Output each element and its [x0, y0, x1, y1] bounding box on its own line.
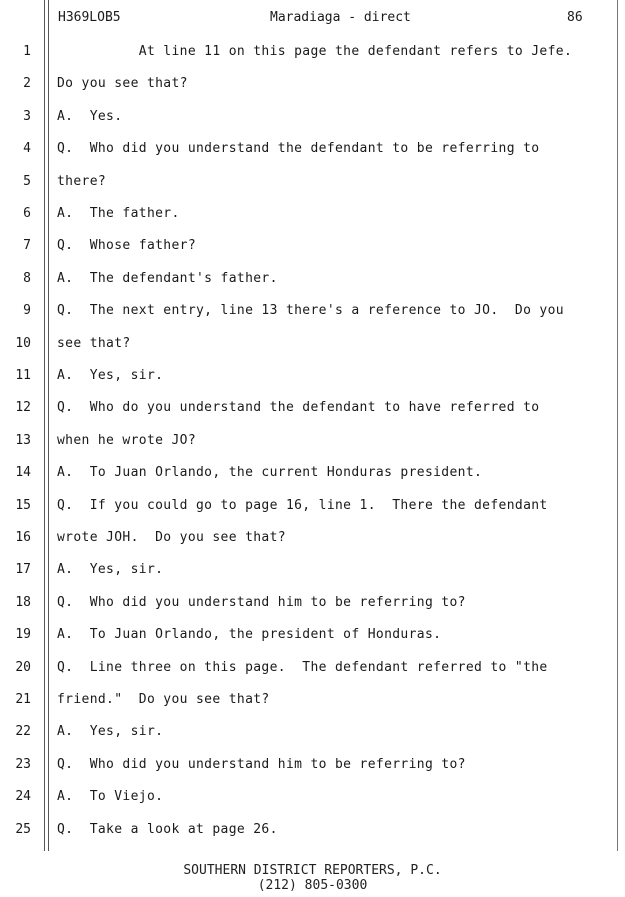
- line-text: A. The father.: [57, 206, 180, 221]
- line-text: Q. Who did you understand him to be referring to?: [57, 757, 466, 772]
- line-text: A. Yes, sir.: [57, 368, 164, 383]
- line-number: 22: [15, 724, 31, 739]
- line-text: friend." Do you see that?: [57, 692, 270, 707]
- line-text: there?: [57, 174, 107, 189]
- line-number: 25: [15, 822, 31, 837]
- line-text: Q. Who do you understand the defendant to have referred to: [57, 400, 540, 415]
- line-number: 16: [15, 530, 31, 545]
- line-text: A. Yes, sir.: [57, 724, 164, 739]
- line-number: 14: [15, 465, 31, 480]
- line-text: A. Yes.: [57, 109, 123, 124]
- line-number: 15: [15, 498, 31, 513]
- line-text: wrote JOH. Do you see that?: [57, 530, 286, 545]
- reporter-phone: (212) 805-0300: [257, 878, 368, 893]
- right-margin-rule: [617, 0, 618, 851]
- line-text: A. To Juan Orlando, the current Honduras president.: [57, 465, 483, 480]
- line-number: 4: [23, 141, 31, 156]
- line-text: Do you see that?: [57, 76, 188, 91]
- line-text: Q. If you could go to page 16, line 1. There the defendant: [57, 498, 548, 513]
- line-text: when he wrote JO?: [57, 433, 197, 448]
- line-number: 12: [15, 400, 31, 415]
- page-number: 86: [567, 10, 583, 25]
- line-number: 6: [23, 206, 31, 221]
- page-title: Maradiaga - direct: [270, 10, 411, 25]
- line-number: 19: [15, 627, 31, 642]
- reporter-name: SOUTHERN DISTRICT REPORTERS, P.C.: [183, 863, 442, 878]
- line-number: 2: [23, 76, 31, 91]
- line-number: 13: [15, 433, 31, 448]
- line-text: Q. Line three on this page. The defendant referred to "the: [57, 660, 548, 675]
- line-number: 10: [15, 336, 31, 351]
- line-text: A. The defendant's father.: [57, 271, 278, 286]
- line-number: 23: [15, 757, 31, 772]
- line-text: At line 11 on this page the defendant refers to Jefe.: [57, 44, 573, 59]
- line-number: 9: [23, 303, 31, 318]
- line-number: 3: [23, 109, 31, 124]
- line-number: 7: [23, 238, 31, 253]
- line-text: see that?: [57, 336, 131, 351]
- line-number: 11: [15, 368, 31, 383]
- line-number: 18: [15, 595, 31, 610]
- line-text: A. Yes, sir.: [57, 562, 164, 577]
- line-number: 24: [15, 789, 31, 804]
- line-number: 1: [23, 44, 31, 59]
- line-text: Q. The next entry, line 13 there's a reference to JO. Do you: [57, 303, 564, 318]
- line-number: 21: [15, 692, 31, 707]
- line-number: 17: [15, 562, 31, 577]
- line-number: 20: [15, 660, 31, 675]
- line-number: 8: [23, 271, 31, 286]
- left-margin-rule-inner: [48, 0, 49, 851]
- line-text: Q. Who did you understand him to be referring to?: [57, 595, 466, 610]
- line-text: Q. Take a look at page 26.: [57, 822, 278, 837]
- line-text: A. To Viejo.: [57, 789, 164, 804]
- case-code: H369LOB5: [58, 10, 121, 25]
- line-number: 5: [23, 174, 31, 189]
- line-text: Q. Who did you understand the defendant to be referring to: [57, 141, 540, 156]
- line-text: A. To Juan Orlando, the president of Honduras.: [57, 627, 442, 642]
- left-margin-rule: [44, 0, 45, 851]
- line-text: Q. Whose father?: [57, 238, 197, 253]
